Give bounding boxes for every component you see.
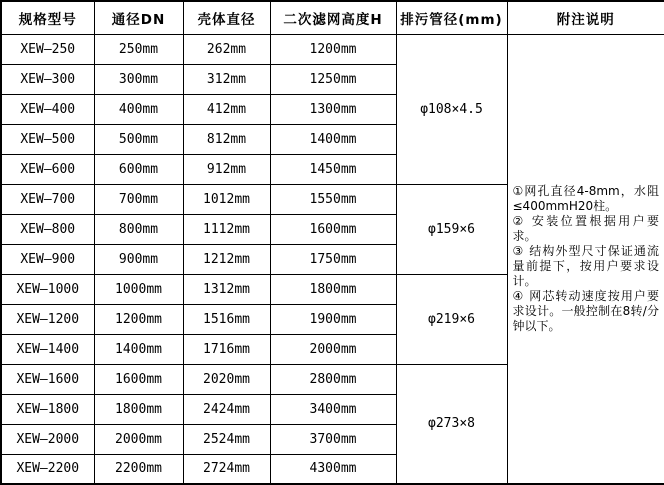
- cell-drain-diameter: φ159×6: [396, 184, 507, 274]
- cell-dn: 500mm: [94, 124, 183, 154]
- cell-shell: 412mm: [183, 94, 270, 124]
- cell-dn: 600mm: [94, 154, 183, 184]
- col-header-drain-diameter: 排污管径(mm): [396, 1, 507, 34]
- cell-dn: 700mm: [94, 184, 183, 214]
- cell-dn: 900mm: [94, 244, 183, 274]
- cell-shell: 2020mm: [183, 364, 270, 394]
- note-item: ④ 网芯转动速度按用户要求设计。一般控制在8转/分钟以下。: [512, 288, 659, 333]
- cell-model: XEW—2000: [1, 424, 94, 454]
- col-header-shell-diameter: 壳体直径: [183, 1, 270, 34]
- cell-height: 2000mm: [270, 334, 396, 364]
- col-header-model: 规格型号: [1, 1, 94, 34]
- cell-model: XEW—1800: [1, 394, 94, 424]
- col-header-dn: 通径DN: [94, 1, 183, 34]
- cell-model: XEW—400: [1, 94, 94, 124]
- cell-height: 1800mm: [270, 274, 396, 304]
- cell-dn: 1600mm: [94, 364, 183, 394]
- cell-model: XEW—700: [1, 184, 94, 214]
- cell-shell: 2724mm: [183, 454, 270, 484]
- cell-height: 4300mm: [270, 454, 396, 484]
- cell-dn: 400mm: [94, 94, 183, 124]
- cell-dn: 1800mm: [94, 394, 183, 424]
- cell-dn: 300mm: [94, 64, 183, 94]
- cell-model: XEW—800: [1, 214, 94, 244]
- note-item: ③ 结构外型尺寸保证通流量前提下，按用户要求设计。: [512, 243, 659, 288]
- cell-shell: 812mm: [183, 124, 270, 154]
- cell-model: XEW—2200: [1, 454, 94, 484]
- table-row: [1, 34, 664, 64]
- cell-model: XEW—1400: [1, 334, 94, 364]
- cell-shell: 1012mm: [183, 184, 270, 214]
- cell-shell: 1716mm: [183, 334, 270, 364]
- cell-shell: 912mm: [183, 154, 270, 184]
- cell-dn: 1400mm: [94, 334, 183, 364]
- header-row: [1, 1, 664, 34]
- cell-drain-diameter: φ219×6: [396, 274, 507, 364]
- note-item: ② 安装位置根据用户要求。: [512, 213, 659, 243]
- cell-dn: 2000mm: [94, 424, 183, 454]
- cell-model: XEW—1600: [1, 364, 94, 394]
- cell-dn: 250mm: [94, 34, 183, 64]
- cell-model: XEW—500: [1, 124, 94, 154]
- cell-dn: 1200mm: [94, 304, 183, 334]
- cell-drain-diameter: φ273×8: [396, 364, 507, 484]
- cell-height: 1450mm: [270, 154, 396, 184]
- cell-height: 1600mm: [270, 214, 396, 244]
- cell-height: 2800mm: [270, 364, 396, 394]
- cell-shell: 2524mm: [183, 424, 270, 454]
- spec-table-body: [1, 34, 664, 484]
- cell-model: XEW—300: [1, 64, 94, 94]
- notes-cell: [507, 34, 664, 484]
- cell-drain-diameter: φ108×4.5: [396, 34, 507, 184]
- col-header-filter-height: 二次滤网高度H: [270, 1, 396, 34]
- cell-height: 1900mm: [270, 304, 396, 334]
- cell-dn: 1000mm: [94, 274, 183, 304]
- cell-model: XEW—1200: [1, 304, 94, 334]
- cell-dn: 800mm: [94, 214, 183, 244]
- cell-height: 3700mm: [270, 424, 396, 454]
- cell-dn: 2200mm: [94, 454, 183, 484]
- cell-height: 3400mm: [270, 394, 396, 424]
- cell-height: 1200mm: [270, 34, 396, 64]
- cell-model: XEW—600: [1, 154, 94, 184]
- cell-shell: 312mm: [183, 64, 270, 94]
- cell-shell: 1516mm: [183, 304, 270, 334]
- cell-height: 1300mm: [270, 94, 396, 124]
- cell-shell: 262mm: [183, 34, 270, 64]
- cell-model: XEW—250: [1, 34, 94, 64]
- note-item: ①网孔直径4-8mm，水阻≤400mmH20柱。: [512, 183, 659, 213]
- cell-shell: 1112mm: [183, 214, 270, 244]
- cell-height: 1550mm: [270, 184, 396, 214]
- col-header-notes: 附注说明: [507, 1, 664, 34]
- cell-shell: 2424mm: [183, 394, 270, 424]
- cell-model: XEW—900: [1, 244, 94, 274]
- cell-shell: 1212mm: [183, 244, 270, 274]
- cell-height: 1250mm: [270, 64, 396, 94]
- cell-shell: 1312mm: [183, 274, 270, 304]
- cell-height: 1400mm: [270, 124, 396, 154]
- cell-model: XEW—1000: [1, 274, 94, 304]
- cell-height: 1750mm: [270, 244, 396, 274]
